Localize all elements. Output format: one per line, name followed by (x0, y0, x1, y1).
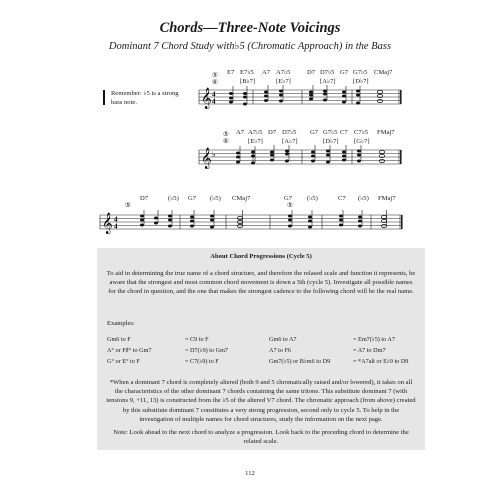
chord-symbol: D7 (268, 129, 277, 136)
chord-symbol: G7♭5 (323, 129, 338, 136)
example-cell: A7 to F6 (269, 347, 292, 354)
chord-symbol: C7 (340, 129, 348, 136)
chord-symbol: G7 (310, 129, 319, 136)
chord-alt: [G♭7] (354, 138, 370, 145)
chord-symbol: G7 (188, 195, 197, 202)
chord-notes (140, 215, 362, 229)
chord-symbol: CMaj7 (374, 69, 393, 76)
info-box-paragraph: To aid in determining the true name of a chord structure, and therefore the relased scale and function it represents, be aware that the strongest and most common chord movement is down a 5th (cycle 5). Investigate all possible names for the chord in question, and the one that makes the strongest cadence to the following chord will be the real name. (106, 270, 416, 296)
chord-symbol: G7♭5 (353, 69, 368, 76)
info-box (97, 248, 425, 450)
string-mark: ⑥ (212, 79, 218, 86)
chord-symbol: D7♭5 (282, 129, 297, 136)
chord-symbol: E7 (227, 69, 235, 76)
time-sig-top: 4 (114, 215, 118, 224)
example-cell: Gm6 to A7 (269, 336, 297, 343)
chord-symbol: C7♭5 (354, 129, 369, 136)
chord-symbol: G7 (340, 69, 349, 76)
page-title: Chords—Three-Note Voicings (159, 20, 341, 36)
chord-alt: [B♭7] (240, 78, 256, 85)
example-cell: = D7(♭9) to Gm7 (185, 347, 229, 354)
string-mark: ⑥ (223, 138, 229, 145)
chord-symbol: A7 (262, 69, 271, 76)
chord-symbol: G7 (284, 195, 293, 202)
string-mark: ⑤ (125, 202, 131, 209)
treble-clef-icon: 𝄞 (201, 88, 212, 108)
string-mark: ⑤ (223, 131, 229, 138)
string-mark: ⑤ (212, 72, 218, 79)
time-sig-bottom: 4 (114, 222, 118, 231)
chord-symbol: (♭5) (210, 195, 221, 202)
string-mark: ⑤ (287, 202, 293, 209)
info-box-paragraph: *When a dominant 7 chord is completely altered (both 9 and 5 chromatically raised and/or lowered), it takes on all the characteristics of the other dominant 7 chords containing the same tritone. This substitute dominant 7 (with tensions 9, +11, 13) is constructed from the ♭5 of the altered V7 chord. The chromatic approach (from above) created by this substitute dominant 7 constitutes a very strong progression, second only to cycle 5. To help in the investigation of multiple names for chord structures, study the information on the next page. (106, 379, 416, 423)
example-cell: A° or F♯° to Gm7 (107, 347, 152, 354)
example-cell: = A7 to Dm7 (353, 347, 386, 354)
staff-1 (199, 69, 402, 109)
chord-symbol: FMaj7 (378, 195, 396, 202)
example-cell: G° or E° to F (107, 358, 140, 365)
page-number: 112 (245, 470, 255, 477)
chord-symbol: CMaj7 (232, 195, 251, 202)
examples-label: Examples: (107, 320, 135, 327)
example-cell: = C9 to F (185, 336, 209, 343)
chord-symbol: D7♭5 (320, 69, 335, 76)
info-box-note: Note: Look ahead to the next chord to analyze a progression. Look back to the preceding chord to determine the related scale. (113, 429, 409, 446)
example-cell: = *A7alt or E♭9 to D9 (353, 358, 409, 365)
treble-clef-icon: 𝄞 (102, 213, 113, 233)
chord-alt: [A♭7] (320, 78, 336, 85)
chord-alt: [D♭7] (353, 78, 369, 85)
chord-alt: [E♭7] (276, 78, 291, 85)
chord-symbol: A7 (236, 129, 245, 136)
info-box-heading: About Chord Progressions (Cycle 5) (210, 253, 312, 260)
page-subtitle: Dominant 7 Chord Study with♭5 (Chromatic Approach) in the Bass (108, 41, 392, 52)
example-cell: Gm7(♭5) or B♭m6 to D9 (269, 358, 331, 365)
chord-symbol: (♭5) (358, 195, 369, 202)
chord-symbol: E7♭5 (240, 69, 254, 76)
example-cell: Gm6 to F (107, 336, 131, 343)
chord-symbol: A7♭5 (248, 129, 263, 136)
chord-symbol: A7♭5 (276, 69, 291, 76)
chord-alt: [E♭7] (248, 138, 263, 145)
chord-symbol: (♭5) (307, 195, 318, 202)
chord-symbol: D7 (307, 69, 316, 76)
example-cell: = Em7(♭5) to A7 (353, 336, 395, 343)
chord-notes (229, 90, 360, 106)
chord-symbol: D7 (140, 195, 149, 202)
treble-clef-icon: 𝄞 (201, 148, 212, 168)
chord-symbol: FMaj7 (377, 129, 395, 136)
chord-alt: [A♭7] (282, 138, 298, 145)
key-flat-icon: ♭ (212, 150, 216, 159)
remember-note: Remember: ♭5 is a strong bass note. (111, 90, 179, 106)
staff-2 (199, 129, 402, 169)
staff-3 (100, 195, 403, 234)
chord-symbol: (♭5) (168, 195, 179, 202)
example-cell: = C7(♭9) to F (185, 358, 219, 365)
time-sig-bottom: 4 (212, 97, 216, 106)
chord-symbol: C7 (338, 195, 346, 202)
time-sig-top: 4 (212, 90, 216, 99)
chord-alt: [D♭7] (323, 138, 339, 145)
